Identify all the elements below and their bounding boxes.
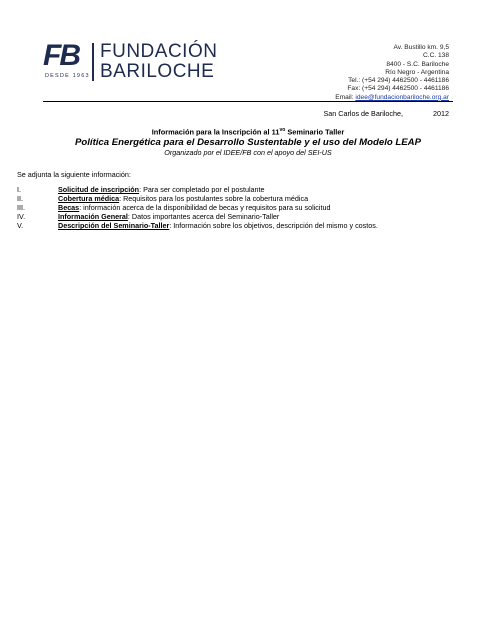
title-line1-sup: vo: [279, 127, 286, 133]
phone-line: Tel.: (+54 294) 4462500 - 4461186: [348, 77, 449, 85]
intro-text: Se adjunta la siguiente información:: [17, 170, 131, 179]
address-block: [335, 44, 449, 102]
list-item: [17, 221, 475, 230]
address-line: Av. Bustillo km. 9,5: [393, 44, 449, 51]
item-number: II.: [17, 194, 23, 204]
email-label: Email:: [335, 93, 356, 101]
list-item: [17, 203, 475, 212]
logo-divider: [92, 43, 94, 81]
item-title: Cobertura médica: [58, 194, 120, 204]
date-place: San Carlos de Bariloche,: [323, 109, 403, 118]
address-line: 8400 - S.C. Bariloche: [386, 60, 449, 68]
fundacion-bariloche-logo: [43, 41, 223, 85]
title-line2: Política Energética para el Desarrollo Sustentable y el uso del Modelo LEAP: [74, 137, 421, 149]
item-desc: : información acerca de la disponibilidad de becas y requisitos para su solicitud: [79, 203, 331, 213]
list-item: [17, 212, 475, 221]
item-number: V.: [17, 221, 24, 231]
title-block: [43, 125, 453, 157]
list-item: [17, 194, 475, 203]
item-title: Descripción del Seminario-Taller: [58, 221, 170, 231]
item-number: III.: [17, 203, 25, 213]
logo-name: [100, 42, 217, 82]
address-line: Río Negro - Argentina: [385, 68, 449, 76]
item-desc: : Para ser completado por el postulante: [139, 185, 265, 194]
date-line: [323, 109, 449, 118]
item-desc: : Información sobre los objetivos, descripción del mismo y costos.: [169, 221, 378, 231]
header-divider: [43, 101, 453, 102]
title-line1: [43, 125, 453, 137]
date-year: 2012: [433, 109, 449, 118]
address-line: C.C. 138: [422, 52, 449, 60]
title-line3: Organizado por el IDEE/FB con el apoyo del SEI-US: [164, 148, 332, 158]
item-number: IV.: [17, 212, 26, 222]
fb-logo-mark: FB: [43, 39, 79, 72]
fax-line: Fax: (+54 294) 4462500 - 4461186: [347, 85, 449, 93]
logo-desde-text: DESDE 1963: [45, 73, 90, 79]
title-line1-text: Información para la Inscripción al 11: [151, 127, 280, 137]
list-item: [17, 185, 475, 194]
item-number: I.: [17, 185, 21, 194]
item-title: Becas: [58, 203, 80, 213]
item-title: Solicitud de inscripción: [58, 185, 140, 194]
title-line1-post: Seminario Taller: [285, 127, 345, 137]
email-link[interactable]: idee@fundacionbariloche.org.ar: [355, 93, 449, 101]
logo-name-line2: BARILOCHE: [100, 61, 215, 82]
info-list: [17, 185, 475, 230]
item-title: Información General: [58, 212, 128, 222]
logo-name-line1: FUNDACIÓN: [100, 41, 218, 62]
item-desc: : Datos importantes acerca del Seminario-Taller: [127, 212, 280, 222]
item-desc: : Requisitos para los postulantes sobre la cobertura médica: [119, 194, 309, 204]
